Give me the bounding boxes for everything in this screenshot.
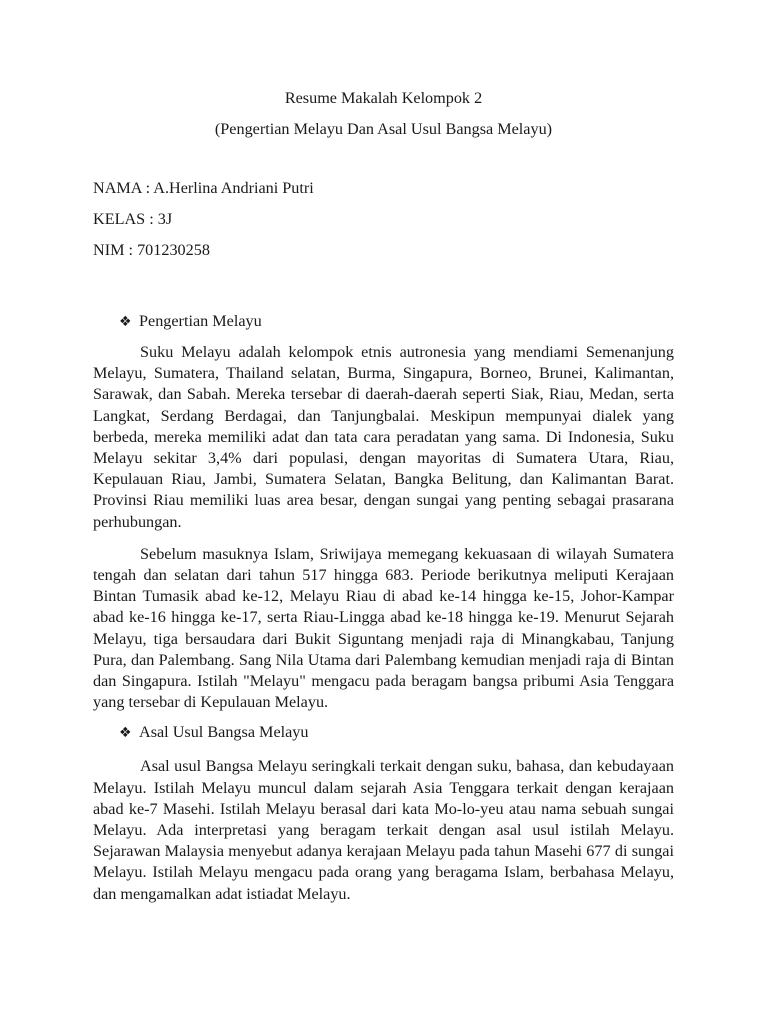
section-heading-asal-usul (93, 720, 674, 745)
section-heading-pengertian (93, 309, 674, 334)
student-name: NAMA : A.Herlina Andriani Putri (93, 179, 314, 197)
student-class: KELAS : 3J (93, 210, 173, 228)
student-nim: NIM : 701230258 (93, 241, 210, 259)
section-heading-text: Pengertian Melayu (139, 312, 262, 330)
paragraph: Asal usul Bangsa Melayu seringkali terkait dengan suku, bahasa, dan kebudayaan Melayu. Istilah Melayu muncul dalam sejarah Asia Tenggara terkait dengan kerajaan abad ke-7 Masehi. Istilah Melayu berasal dari kata Mo-lo-yeu atau nama sebuah sungai Melayu. Ada interpretasi yang beragam terkait dengan asal usul istilah Melayu. Sejarawan Malaysia menyebut adanya kerajaan Melayu pada tahun Masehi 677 di sungai Melayu. Istilah Melayu mengacu pada orang yang beragama Islam, berbahasa Melayu, dan mengamalkan adat istiadat Melayu. (93, 757, 674, 903)
paragraph: Sebelum masuknya Islam, Sriwijaya memegang kekuasaan di wilayah Sumatera tengah dan selatan dari tahun 517 hingga 683. Periode berikutnya meliputi Kerajaan Bintan Tumasik abad ke-12, Melayu Riau di abad ke-14 hingga ke-15, Johor-Kampar abad ke-16 hingga ke-17, serta Riau-Lingga abad ke-18 hingga ke-19. Menurut Sejarah Melayu, tiga bersaudara dari Bukit Siguntang menjadi raja di Minangkabau, Tanjung Pura, dan Palembang. Sang Nila Utama dari Palembang kemudian menjadi raja di Bintan dan Singapura. Istilah "Melayu" mengacu pada beragam bangsa pribumi Asia Tenggara yang tersebar di Kepulauan Melayu. (93, 544, 674, 712)
section-heading-text: Asal Usul Bangsa Melayu (139, 723, 309, 742)
diamond-bullet-icon: ❖ (119, 725, 132, 742)
document-subtitle: (Pengertian Melayu Dan Asal Usul Bangsa Melayu) (214, 120, 553, 138)
document-body (93, 86, 674, 905)
diamond-bullet-icon: ❖ (119, 314, 132, 330)
paragraph: Suku Melayu adalah kelompok etnis autronesia yang mendiami Semenanjung Melayu, Sumatera, Thailand selatan, Burma, Singapura, Borneo, Brunei, Kalimantan, Sarawak, dan Sabah. Mereka tersebar di daerah-daerah seperti Siak, Riau, Medan, serta Langkat, Serdang Berdagai, dan Tanjungbalai. Meskipun mempunyai dialek yang berbeda, mereka memiliki adat dan tata cara peradatan yang sama. Di Indonesia, Suku Melayu sekitar 3,4% dari populasi, dengan mayoritas di Sumatera Utara, Riau, Kepulauan Riau, Jambi, Sumatera Selatan, Bangka Belitung, dan Kalimantan Barat. Provinsi Riau memiliki luas area besar, dengan sungai yang penting sebagai prasarana perhubungan. (93, 343, 674, 531)
document-title: Resume Makalah Kelompok 2 (284, 89, 483, 107)
